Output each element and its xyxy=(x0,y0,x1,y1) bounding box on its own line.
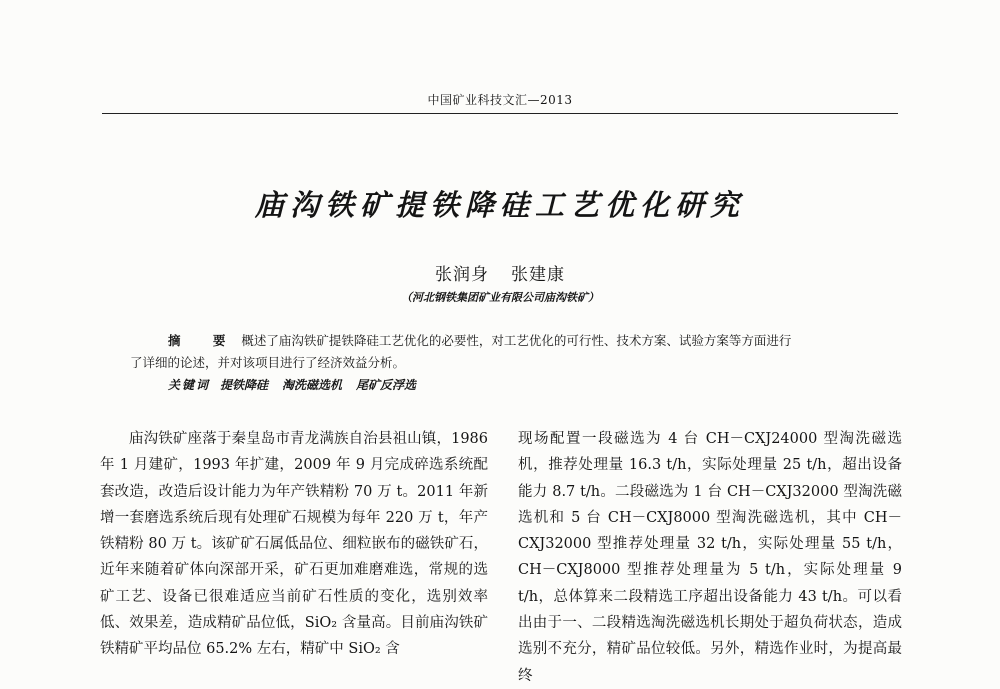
abstract-label: 摘 要 xyxy=(168,333,240,348)
left-paragraph: 庙沟铁矿座落于秦皇岛市青龙满族自治县祖山镇，1986 年 1 月建矿，1993 年扩建，2009 年 9 月完成碎选系统配套改造，改造后设计能力为年产铁精粉 70 万 t。2011 年新增一套磨选系统后现有处理矿石规模为每年 220 万 t，年产铁精粉 80 万 t。该矿矿石属低品位、细粒嵌布的磁铁矿石，近年来随着矿体向深部开采，矿石更加难磨难选，常规的选矿工艺、设备已很难适应当前矿石性质的变化，选别效率低、效果差，造成精矿品位低，SiO₂ 含量高。目前庙沟铁矿铁精矿平均品位 65.2% 左右，精矿中 SiO₂ 含 xyxy=(100,431,488,658)
author-2: 张建康 xyxy=(511,265,565,285)
author-1: 张润身 xyxy=(435,265,489,285)
keyword-3: 尾矿反浮选 xyxy=(356,378,417,392)
abstract-text-line1: 概述了庙沟铁矿提铁降硅工艺优化的必要性，对工艺优化的可行性、技术方案、试验方案等方面进行 xyxy=(241,333,792,348)
authors xyxy=(0,260,1000,285)
header-rule xyxy=(102,113,898,114)
keywords xyxy=(130,374,870,396)
keywords-label: 关键词 xyxy=(168,378,211,392)
abstract xyxy=(130,330,870,396)
keyword-1: 提铁降硅 xyxy=(220,378,269,392)
body-left-column xyxy=(100,426,488,663)
keyword-2: 淘洗磁选机 xyxy=(282,378,343,392)
article-title: 庙沟铁矿提铁降硅工艺优化研究 xyxy=(254,188,745,222)
abstract-text-line2: 了详细的论述，并对该项目进行了经济效益分析。 xyxy=(130,355,406,370)
affiliation: （河北钢铁集团矿业有限公司庙沟铁矿） xyxy=(401,291,599,304)
body-right-column xyxy=(518,426,902,689)
right-paragraph: 现场配置一段磁选为 4 台 CH－CXJ24000 型淘洗磁选机，推荐处理量 16.3 t/h，实际处理量 25 t/h，超出设备能力 8.7 t/h。二段磁选为 1 台 CH－CXJ32000 型淘洗磁选机和 5 台 CH－CXJ8000 型淘洗磁选机，其中 CH－CXJ32000 型推荐处理量 32 t/h，实际处理量 55 t/h，CH－CXJ8000 型推荐处理量为 5 t/h，实际处理量 9 t/h，总体算来二段精选工序超出设备能力 43 t/h。可以看出由于一、二段精选淘洗磁选机长期处于超负荷状态，造成选别不充分，精矿品位较低。另外，精选作业时，为提高最终 xyxy=(518,431,902,684)
running-head: 中国矿业科技文汇—2013 xyxy=(427,93,573,107)
